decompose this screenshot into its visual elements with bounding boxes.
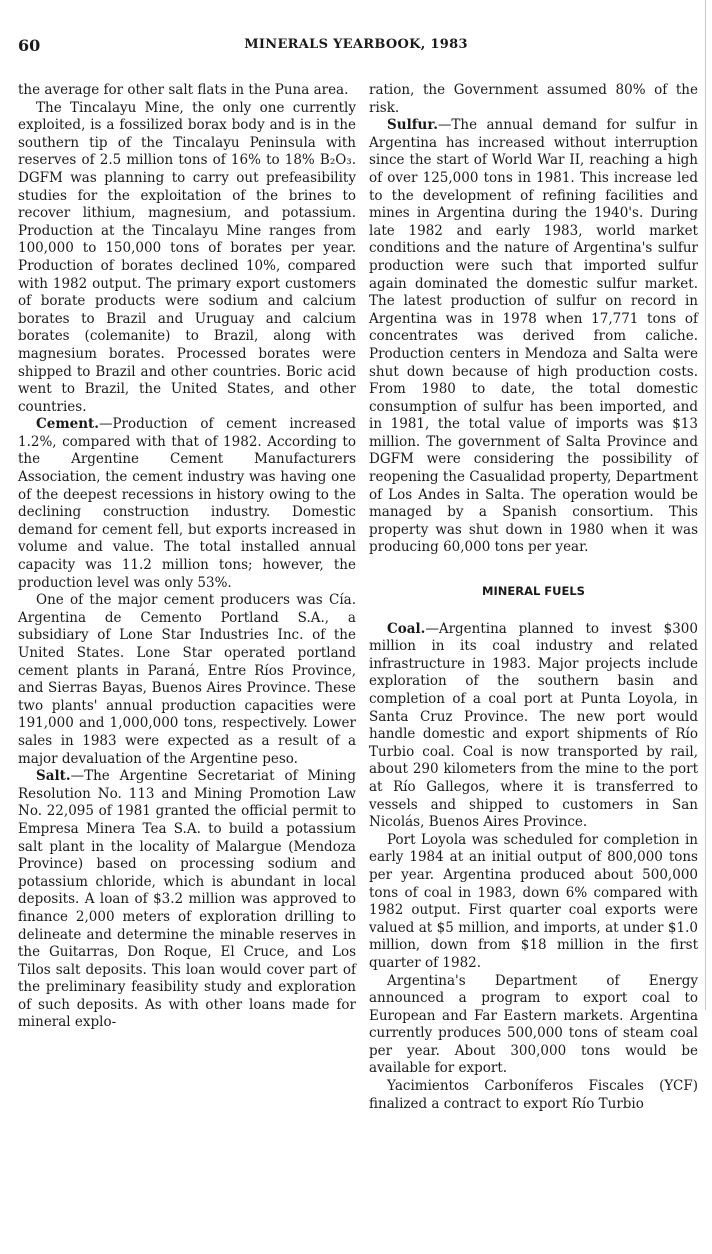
paragraph-text: —Argentina planned to invest $300 million in its coal industry and related infrastructure in 1983. Major projects include exploration of the southern basin and completion of a coal port at Punta Loyola, in Santa Cruz Province. The new port would handle domestic and export shipments of Río Turbio coal. Coal is now transported by rail, about 290 kilometers from the mine to the port at Río Gallegos, where it is transferred to vessels and shipped to customers in San Nicolás, Buenos Aires Province. xyxy=(369,620,698,831)
section-heading: MINERAL FUELS xyxy=(482,584,585,599)
paragraph-text: —The Argentine Secretariat of Mining Resolution No. 113 and Mining Promotion Law No. 22,095 of 1981 granted the official permit to Empresa Minera Tea S.A. to build a potassium salt plant in the locality of Malargue (Mendoza Province) based on processing sodium and potassium chloride, which is abundant in local deposits. A loan of $3.2 million was approved to finance 2,000 meters of exploration drilling to delineate and determine the minable reserves in the Guitarras, Don Roque, El Cruce, and Los Tilos salt deposits. This loan would cover part of the preliminary feasibility study and exploration of such deposits. As with other loans made for mineral explo- xyxy=(18,768,356,1031)
right-column xyxy=(369,82,698,1113)
paragraph: One of the major cement producers was Cía. Argentina de Cemento Portland S.A., a subsidiary of Lone Star Industries Inc. of the United States. Lone Star operated portland cement plants in Paraná, Entre Ríos Province, and Sierras Bayas, Buenos Aires Province. These two plants' annual production capacities were 191,000 and 1,000,000 tons, respectively. Lower sales in 1983 were expected as a result of a major devaluation of the Argentine peso. xyxy=(18,592,356,767)
coal-lead: Coal. xyxy=(387,620,426,637)
paragraph: Port Loyola was scheduled for completion in early 1984 at an initial output of 800,000 tons per year. Argentina produced about 500,000 tons of coal in 1983, down 6% compared with 1982 output. First quarter coal exports were valued at $5 million, and imports, at under $1.0 million, down from $18 million in the first quarter of 1982. xyxy=(369,831,698,971)
paragraph-text: —The annual demand for sulfur in Argentina has increased without interruption since the start of World War II, reaching a high of over 125,000 tons in 1981. This increase led to the development of refining facilities and mines in Argentina during the 1940's. During late 1982 and early 1983, world market conditions and the nature of Argentina's sulfur production were such that imported sulfur again dominated the domestic sulfur market. The latest production of sulfur on record in Argentina was in 1978 when 17,771 tons of concentrates was derived from caliche. Production centers in Mendoza and Salta were shut down because of high production costs. From 1980 to date, the total domestic consumption of sulfur has been imported, and in 1981, the total value of imports was $13 million. The government of Salta Province and DGFM were considering the possibility of reopening the Casualidad property, Department of Los Andes in Salta. The operation would be managed by a Spanish consortium. This property was shut down in 1980 when it was producing 60,000 tons per year. xyxy=(369,117,698,556)
paragraph: the average for other salt flats in the Puna area. xyxy=(18,82,349,98)
salt-lead: Salt. xyxy=(36,768,71,785)
running-head: MINERALS YEARBOOK, 1983 xyxy=(244,37,468,52)
paragraph: The Tincalayu Mine, the only one currently exploited, is a fossilized borax body and is in the southern tip of the Tincalayu Peninsula with reserves of 2.5 million tons of 16% to 18% B₂O₃. DGFM was planning to carry out prefeasibility studies for the exploitation of the brines to recover lithium, magnesium, and potassium. Production at the Tincalayu Mine ranges from 100,000 to 150,000 tons of borates per year. Production of borates declined 10%, compared with 1982 output. The primary export customers of borate products were sodium and calcium borates to Brazil and Uruguay and calcium borates (colemanite) to Brazil, along with magnesium borates. Processed borates were shipped to Brazil and other countries. Boric acid went to Brazil, the United States, and other countries. xyxy=(18,99,356,415)
paragraph xyxy=(18,416,356,592)
paragraph-text: —Production of cement increased 1.2%, compared with that of 1982. According to the Argentine Cement Manufacturers Association, the cement industry was having one of the deepest recessions in history owing to the declining construction industry. Domestic demand for cement fell, but exports increased in volume and value. The total installed annual capacity was 11.2 million tons; however, the production level was only 53%. xyxy=(18,416,356,591)
page-edge-line xyxy=(705,0,706,1010)
page-number: 60 xyxy=(18,36,41,55)
paragraph xyxy=(369,117,698,557)
left-column xyxy=(18,82,356,1032)
paragraph xyxy=(18,768,356,1032)
cement-lead: Cement. xyxy=(36,416,99,433)
paragraph: Argentina's Department of Energy announced a program to export coal to European and Far Eastern markets. Argentina currently produces 500,000 tons of steam coal per year. About 300,000 tons would be available for export. xyxy=(369,972,698,1077)
paragraph xyxy=(369,621,698,832)
paragraph: ration, the Government assumed 80% of the risk. xyxy=(369,82,698,116)
sulfur-lead: Sulfur. xyxy=(387,117,438,134)
paragraph: Yacimientos Carboníferos Fiscales (YCF) finalized a contract to export Río Turbio xyxy=(369,1078,698,1112)
